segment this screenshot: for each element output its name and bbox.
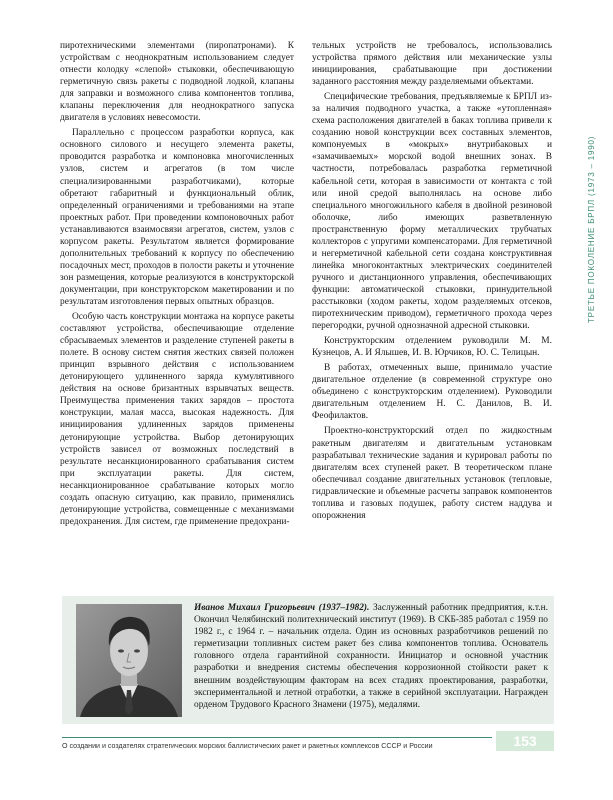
paragraph: Особую часть конструкции монтажа на корпусе ракеты составляют устройства, обеспечивающие отделение сбрасываемых элементов и разделение ступеней ракеты в полете. В основу систем снятия жестких связей положен принцип взрывного действия с использованием детонирующего удлиненного заряда кумулятивного действия на основе бризантных взрывчатых веществ. Преимущества применения таких зарядов – простота конструкции, малая масса, высокая надежность. Для инициирования удлиненных зарядов применены детонирующие устройства. Выбор детонирующих устройств зависел от возможных последствий в результате несанкционированного срабатывания систем при эксплуатации ракеты. Для систем, несанкционированное срабатывание которых могло создать опасную ситуацию, как правило, применялись детонирующие устройства, совмещенные с механизмами предохранения. Для систем, где применение предохрани-	[60, 312, 294, 527]
paragraph: тельных устройств не требовалось, использовались устройства прямого действия или механические узлы инициирования, срабатывающие при достижении заданного расстояния между разделяемыми объектами.	[312, 41, 552, 88]
footer-divider	[62, 737, 492, 738]
paragraph: Конструкторским отделением руководили М. М. Кузнецов, А. И Ялышев, И. В. Юрчиков, Ю. С. Телицын.	[312, 336, 552, 359]
biography-name: Иванов Михаил Григорьевич (1937–1982).	[194, 603, 370, 613]
left-text-column	[60, 40, 294, 531]
biography-text	[194, 602, 548, 711]
portrait-image	[76, 604, 182, 717]
paragraph: В работах, отмеченных выше, принимало участие двигательное отделение (в современной структуре оно объединено с конструкторским отделением). Руководили двигательным отделением Н. С. Данилов, В. И. Феофилактов.	[312, 363, 552, 422]
running-head	[585, 55, 601, 325]
paragraph: Проектно-конструкторский отдел по жидкостным ракетным двигателям и двигательным установкам разрабатывал технические задания и курировал работы по двигателям всех ступеней ракет. В теоретическом плане обеспечивал создание двигательных установок (тепловые, гидравлические и объемные расчеты заправок компонентов топлива и газовых подушек, работу систем наддува и опорожнения	[312, 426, 552, 521]
page-number: 153	[496, 731, 554, 751]
right-text-column	[312, 40, 552, 525]
portrait-photo	[76, 604, 182, 717]
biography-body: Заслуженный работник предприятия, к.т.н. Окончил Челябинский политехнический институт (1969). В СКБ-385 работал с 1959 по 1982 г., с 1964 г. – начальник отдела. Один из основных разработчиков решений по герметизации топливных систем ракет без слива компонентов топлива. Основатель головного отдела гарантийной сохранности. Инициатор и основной участник разработки и внедрения системы обеспечения коррозионной стойкости ракет к внешним воздействующим факторам на всех стадиях проектирования, разработки, экспериментальной и летной отработки, а также в серийной эксплуатации. Награжден орденом Трудового Красного Знамени (1975), медалями.	[194, 603, 548, 710]
paragraph: Параллельно с процессом разработки корпуса, как основного силового и несущего элемента ракеты, проводится разработка и компоновка многочисленных узлов, систем и агрегатов (в том числе специализированными разработчиками), которые обретают габаритный и функциональный облик, определенный ограничениями и требованиями на этапе проектных работ. При проведении компоновочных работ устанавливаются взаимосвязи агрегатов, систем, узлов с корпусом ракеты. Результатом является формирование дополнительных требований к корпусу по обеспечению посадочных мест, проходов в полости ракеты и уточнение зон размещения, которые реализуются в конструкторской документации, при конструкторском макетировании и по результатам изготовления первых опытных образцов.	[60, 128, 294, 307]
running-head-text: ТРЕТЬЕ ПОКОЛЕНИЕ БРПЛ (1973 – 1990)	[587, 135, 596, 323]
footer-caption: О создании и создателях стратегических морских баллистических ракет и ракетных комплексов СССР и России	[62, 742, 433, 750]
paragraph: Специфические требования, предъявляемые к БРПЛ из-за наличия подводного участка, а также «утопленная» схема расположения двигателей в баках топлива привели к созданию новой конструкции всех составных элементов, компонуемых в «мокрых» внутрибаковых и «замачиваемых» морской водой внешних зонах. В частности, потребовалась разработка герметичной кабельной сети, которая в зависимости от контакта с той или иной средой выполнялась на основе либо специального многожильного кабеля в двойной резиновой оболочке, либо имеющих разветвленную пространственную форму металлических трубчатых коллекторов с упругими компенсаторами. Для герметичной и негерметичной кабельной сети создана конструктивная линейка многоконтактных электрических соединителей ручного и дистанционного управления, обеспечивающих функции: автоматической стыковки, принудительной расстыковки (ходом ракеты, ходом разделяемых отсеков, пиротехническим приводом), герметичного прохода через перегородки, ручной однозначной адресной стыковки.	[312, 92, 552, 332]
paragraph: пиротехническими элементами (пиропатронами). К устройствам с неоднократным использованием следует отнести колодку «слепой» стыковки, обеспечивающую герметичную связь ракеты с подводной лодкой, клапаны для заправки и возможного слива компонентов топлива, клапаны переключения для неоднократного запуска двигателя в условиях невесомости.	[60, 41, 294, 124]
